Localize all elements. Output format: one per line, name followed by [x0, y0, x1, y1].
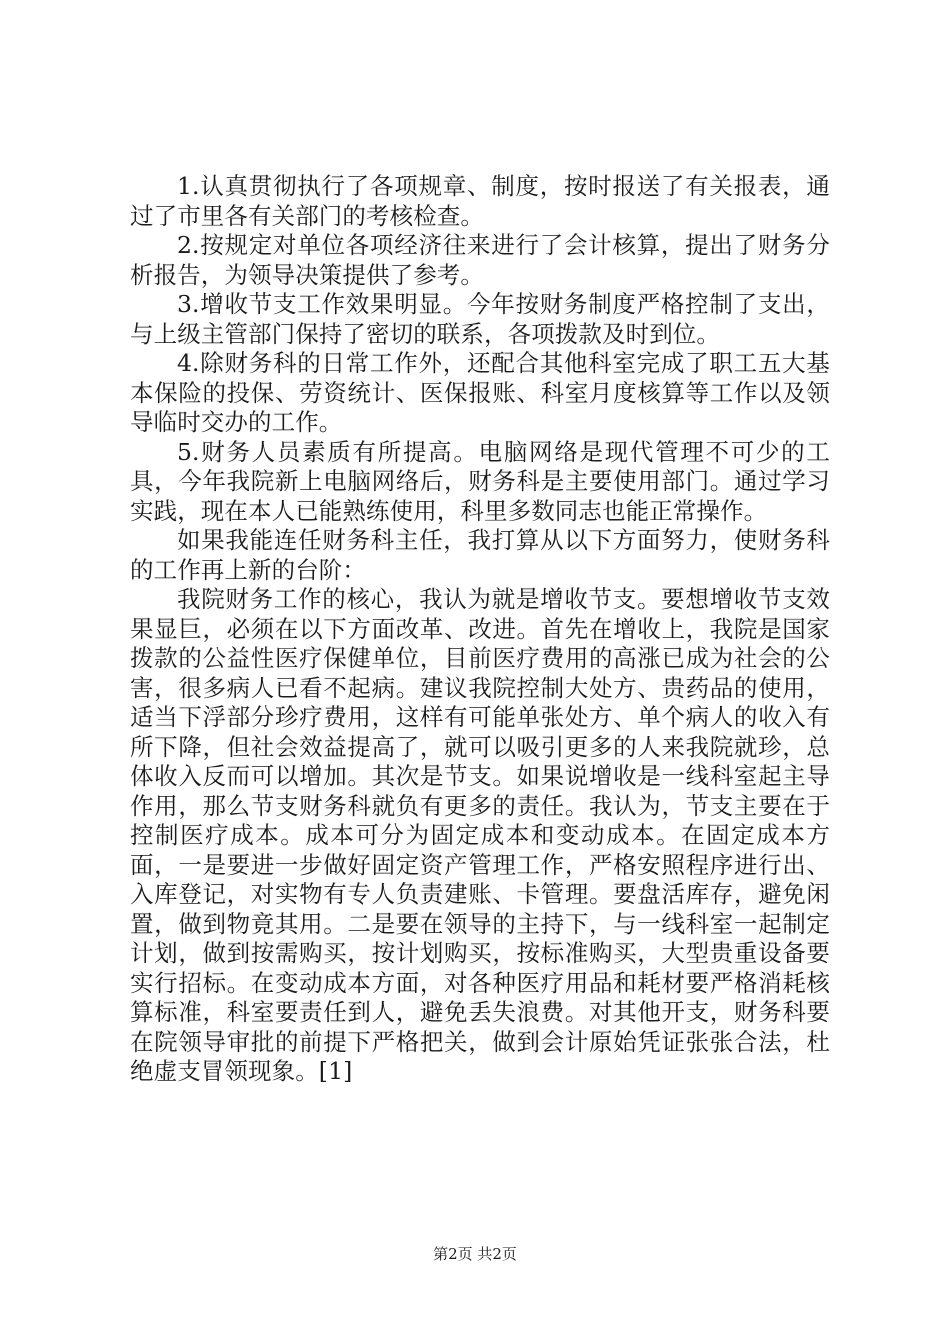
page-footer: 第2页 共2页 [433, 1245, 517, 1263]
paragraph-item-1: 1.认真贯彻执行了各项规章、制度，按时报送了有关报表，通过了市里各有关部门的考核检查。 [130, 172, 830, 230]
paragraph-item-2: 2.按规定对单位各项经济往来进行了会计核算，提出了财务分析报告，为领导决策提供了参考。 [130, 231, 830, 289]
paragraph-item-4: 4.除财务科的日常工作外，还配合其他科室完成了职工五大基本保险的投保、劳资统计、医保报账、科室月度核算等工作以及领导临时交办的工作。 [130, 349, 830, 436]
paragraph-plan-intro: 如果我能连任财务科主任，我打算从以下方面努力，使财务科的工作再上新的台阶： [130, 526, 830, 584]
document-body [130, 172, 830, 1087]
paragraph-item-5: 5.财务人员素质有所提高。电脑网络是现代管理不可少的工具，今年我院新上电脑网络后，财务科是主要使用部门。通过学习实践，现在本人已能熟练使用，科里多数同志也能正常操作。 [130, 437, 830, 525]
paragraph-item-3: 3.增收节支工作效果明显。今年按财务制度严格控制了支出，与上级主管部门保持了密切的联系，各项拨款及时到位。 [130, 290, 830, 348]
paragraph-core-work: 我院财务工作的核心，我认为就是增收节支。要想增收节支效果显巨，必须在以下方面改革、改进。首先在增收上，我院是国家拨款的公益性医疗保健单位，目前医疗费用的高涨已成为社会的公害，很多病人已看不起病。建议我院控制大处方、贵药品的使用，适当下浮部分珍疗费用，这样有可能单张处方、单个病人的收入有所下降，但社会效益提高了，就可以吸引更多的人来我院就珍，总体收入反而可以增加。其次是节支。如果说增收是一线科室起主导作用，那么节支财务科就负有更多的责任。我认为，节支主要在于控制医疗成本。成本可分为固定成本和变动成本。在固定成本方面，一是要进一步做好固定资产管理工作，严格安照程序进行出、入库登记，对实物有专人负责建账、卡管理。要盘活库存，避免闲置，做到物竟其用。二是要在领导的主持下，与一线科室一起制定计划，做到按需购买，按计划购买，按标准购买，大型贵重设备要实行招标。在变动成本方面，对各种医疗用品和耗材要严格消耗核算标准，科室要责任到人，避免丢失浪费。对其他开支，财务科要在院领导审批的前提下严格把关，做到会计原始凭证张张合法，杜绝虚支冒领现象。[1] [130, 585, 830, 1085]
